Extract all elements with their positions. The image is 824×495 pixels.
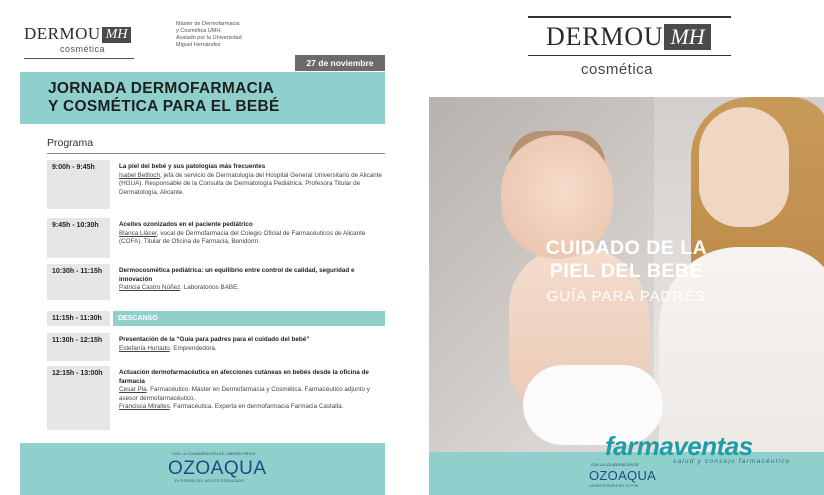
speaker-bio: , jefa de servicio de Dermatología del Hospital General Universitario de Alicante (HGUA). Responsable de la Consulta de Dermatología Pediátrica. Profesora Titular de Dermatología, Alicante. [119,171,382,196]
dermomh-logo-large [546,22,711,52]
mother-face-shape [699,107,789,227]
guide-cover [429,97,824,495]
logo-word: DERMOU [546,22,664,51]
dermomh-logo [24,24,164,60]
speaker-bio: . Farmacéutico. Máster en Dermofarmacia y Cosmética. Farmacéutico adjunto y asesor dermofarmacéutico. [119,386,370,402]
cover-logo-top-rule [528,16,731,18]
logo-divider [24,58,134,59]
speaker-bio: . Farmacéutica. Experta en dermofarmacia Farmacia Castalla. [169,403,344,411]
speaker-name: Blanca Llácer [119,229,157,237]
session-time: 9:45h - 10:30h [47,218,110,258]
date-tag: 27 de noviembre [295,55,385,71]
session-desc [119,267,385,293]
speaker-name: Cesar Pla [119,386,147,394]
ozoaqua-tagline: OZONOTERAPIA EN TU PIEL [589,484,640,488]
speaker-name: Isabel Betlloch [119,171,160,179]
speaker [119,284,385,293]
logo-mark: MH [664,24,710,50]
session-time: 12:15h - 13:00h [47,366,110,430]
logo-subtitle: cosmética [60,44,106,54]
flyer-footer [20,443,385,495]
master-note-line: y Cosmética UMH. [176,28,222,34]
session-desc [119,163,385,197]
cover-logo-rule [528,55,731,56]
master-note-line: Miguel Hernández [176,42,221,48]
cover-title-line2: PIEL DEL BEBÉ [549,260,704,282]
program-divider [47,153,385,154]
speaker-bio: , vocal de Dermofarmacia del Colegio Oficial de Farmacéuticos de Alicante (COFA). Titular de Oficina de Farmacia, Benidorm. [119,229,366,246]
speaker-name: Estefanía Hurtado [119,344,170,352]
collab-label: CON LA COLABORACIÓN DE LABORATORIOS [172,452,256,456]
session-time: 10:30h - 11:15h [47,264,110,300]
break-time: 11:15h - 11:30h [47,311,110,326]
session-time: 11:30h - 12:15h [47,333,110,361]
logo-subtitle: cosmética [581,61,654,78]
title-band [20,72,385,124]
master-note-line: Avalado por la Universidad [176,35,242,41]
farmaventas-logo: farmaventas [605,431,753,461]
session-desc [119,221,385,247]
speaker [119,386,385,403]
event-title-line2: Y COSMÉTICA PARA EL BEBÉ [48,98,280,115]
master-note [176,21,286,49]
farmaventas-tagline: salud y consejo farmacéutico [673,458,791,465]
ozoaqua-tagline: EL PODER DEL ACEITE OZONIZADO [175,479,245,483]
session-desc [119,336,385,353]
session-title: Dermocosmética pediátrica: un equilibrio entre control de calidad, seguridad e innovación [119,267,355,283]
speaker-name: Patricia Castro Núñez [119,284,181,292]
program-heading: Programa [47,137,94,149]
ozoaqua-logo: OZOAQUA [589,468,657,483]
session-title: La piel del bebé y sus patologías más frecuentes [119,163,266,170]
session-desc [119,369,385,412]
speaker-bio: . Emprendedora. [169,344,217,352]
event-title-line1: JORNADA DERMOFARMACIA [48,80,275,97]
collab-label: CON LA COLABORACIÓN DE [591,463,639,467]
session-title: Presentación de la “Guía para padres para el cuidado del bebé” [119,336,310,343]
speaker [119,403,385,412]
cover-subtitle: GUÍA PARA PADRES [546,288,707,305]
session-title: Aceites ozonizados en el paciente pediátrico [119,221,253,228]
event-flyer [20,0,385,495]
break-label: DESCANSO [113,311,385,326]
ozoaqua-logo: OZOAQUA [168,458,267,479]
logo-mark: MH [102,27,132,43]
master-note-line: Máster de Dermofarmacia [176,21,240,27]
speaker-bio: . Laboratorios BABE. [180,284,240,292]
cover-title-line1: CUIDADO DE LA [545,237,708,259]
speaker-name: Francisca Miralles [119,403,170,411]
logo-word: DERMOU [24,24,101,43]
speaker [119,345,385,354]
speaker [119,230,385,247]
speaker [119,172,385,198]
session-time: 9:00h - 9:45h [47,160,110,209]
session-title: Actuación dermofarmacéutica en afecciones cutáneas en bebés desde la oficina de farmacia [119,369,369,385]
